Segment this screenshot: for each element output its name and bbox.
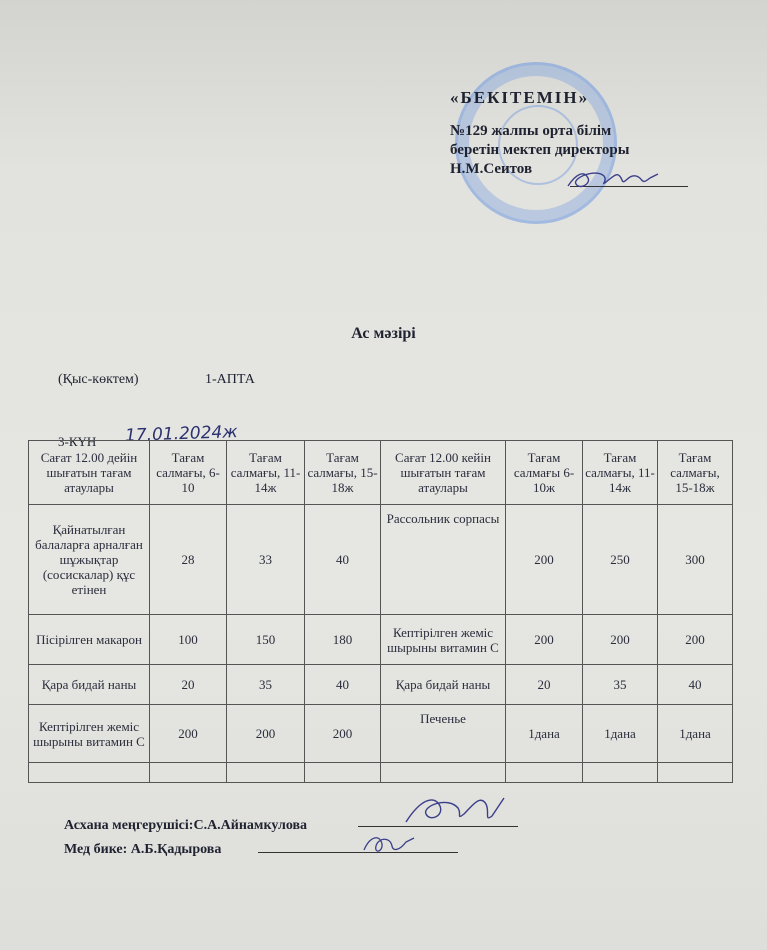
table-cell: 33 bbox=[227, 505, 305, 615]
table-row bbox=[29, 615, 733, 665]
table-cell: 250 bbox=[583, 505, 658, 615]
table-cell: 200 bbox=[227, 705, 305, 763]
table-row bbox=[29, 505, 733, 615]
nurse-signature bbox=[360, 830, 420, 858]
table-cell: Қара бидай наны bbox=[381, 665, 506, 705]
table-cell: 20 bbox=[150, 665, 227, 705]
table-cell: 1дана bbox=[583, 705, 658, 763]
table-row bbox=[29, 763, 733, 783]
kitchen-head-label: Асхана меңгерушісі:С.А.Айнамкулова bbox=[64, 818, 308, 833]
table-cell bbox=[305, 763, 381, 783]
table-cell: 200 bbox=[305, 705, 381, 763]
table-cell: Қайнатылған балаларға арналған шұжықтар (сосискалар) құс етінен bbox=[29, 505, 150, 615]
table-cell bbox=[381, 763, 506, 783]
table-cell: 100 bbox=[150, 615, 227, 665]
table-cell bbox=[658, 763, 733, 783]
table-cell: 35 bbox=[583, 665, 658, 705]
header-cell: Тағам салмағы, 15-18ж bbox=[305, 441, 381, 505]
header-cell: Тағам салмағы, 11-14ж bbox=[227, 441, 305, 505]
approval-title: «БЕКІТЕМІН» bbox=[450, 88, 590, 107]
kitchen-head-signature bbox=[400, 790, 510, 830]
approval-line-2: беретін мектеп директоры bbox=[450, 142, 630, 158]
table-cell: Пісірілген макарон bbox=[29, 615, 150, 665]
season-label: (Қыс-көктем) bbox=[58, 372, 139, 387]
table-cell: 200 bbox=[506, 615, 583, 665]
header-cell: Сағат 12.00 кейін шығатын тағам атаулары bbox=[381, 441, 506, 505]
table-cell: 40 bbox=[658, 665, 733, 705]
table-row bbox=[29, 705, 733, 763]
nurse-signature-line bbox=[258, 852, 458, 853]
table-cell: 1дана bbox=[506, 705, 583, 763]
table-cell: 300 bbox=[658, 505, 733, 615]
table-cell: 40 bbox=[305, 505, 381, 615]
table-cell: Кептірілген жеміс шырыны витамин С bbox=[29, 705, 150, 763]
table-cell: 200 bbox=[658, 615, 733, 665]
table-cell: 200 bbox=[506, 505, 583, 615]
week-label: 1-АПТА bbox=[205, 372, 255, 387]
table-cell: 40 bbox=[305, 665, 381, 705]
table-cell: 200 bbox=[150, 705, 227, 763]
table-cell: 1дана bbox=[658, 705, 733, 763]
table-cell: 150 bbox=[227, 615, 305, 665]
table-cell: Рассольник сорпасы bbox=[381, 505, 506, 615]
day-label: 3-КҮН bbox=[58, 434, 97, 449]
menu-title: Ас мәзірі bbox=[351, 325, 416, 342]
approval-line-1: №129 жалпы орта білім bbox=[450, 123, 612, 139]
table-cell bbox=[150, 763, 227, 783]
table-cell: 180 bbox=[305, 615, 381, 665]
table-cell: Печенье bbox=[381, 705, 506, 763]
table-cell: Қара бидай наны bbox=[29, 665, 150, 705]
table-cell bbox=[29, 763, 150, 783]
header-cell: Тағам салмағы, 15-18ж bbox=[658, 441, 733, 505]
approval-line-3: Н.М.Сеитов bbox=[450, 161, 533, 177]
header-cell: Тағам салмағы 6-10ж bbox=[506, 441, 583, 505]
nurse-label: Мед бике: А.Б.Қадырова bbox=[64, 842, 222, 857]
table-row bbox=[29, 665, 733, 705]
header-cell: Тағам салмағы, 11-14ж bbox=[583, 441, 658, 505]
table-cell bbox=[583, 763, 658, 783]
table-cell: 35 bbox=[227, 665, 305, 705]
director-signature bbox=[566, 164, 661, 194]
menu-table bbox=[28, 440, 733, 783]
handwritten-date: 17.01.2024ж bbox=[124, 422, 238, 446]
table-header-row bbox=[29, 441, 733, 505]
header-cell: Тағам салмағы, 6-10 bbox=[150, 441, 227, 505]
table-cell bbox=[227, 763, 305, 783]
table-cell bbox=[506, 763, 583, 783]
table-cell: 28 bbox=[150, 505, 227, 615]
header-cell: Сағат 12.00 дейін шығатын тағам атаулары bbox=[29, 441, 150, 505]
table-cell: Кептірілген жеміс шырыны витамин С bbox=[381, 615, 506, 665]
table-cell: 200 bbox=[583, 615, 658, 665]
table-cell: 20 bbox=[506, 665, 583, 705]
